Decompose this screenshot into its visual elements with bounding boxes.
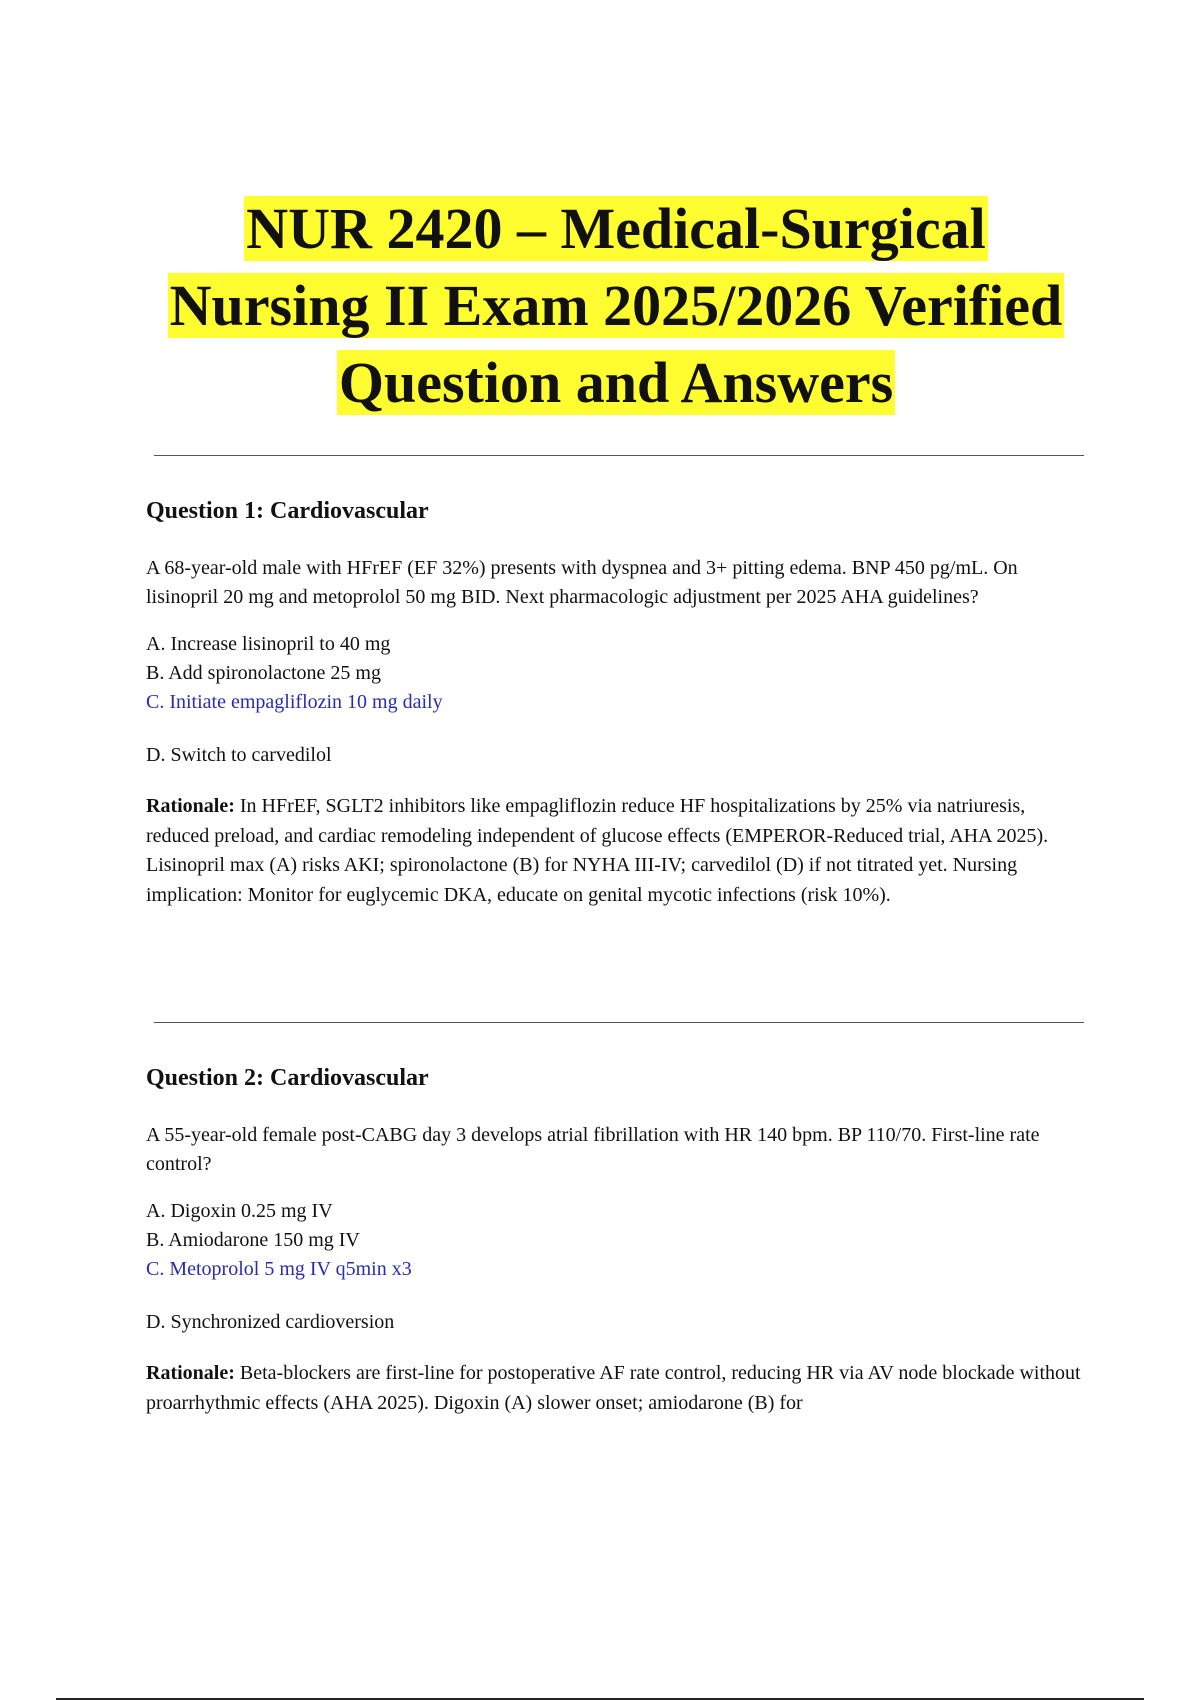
divider (154, 1022, 1084, 1023)
option-b: B. Amiodarone 150 mg IV (146, 1229, 360, 1251)
option-d: D. Switch to carvedilol (146, 744, 332, 766)
question-heading: Question 2: Cardiovascular (146, 1065, 429, 1091)
option-a: A. Digoxin 0.25 mg IV (146, 1200, 333, 1222)
rationale-text: Beta-blockers are first-line for postoperative AF rate control, reducing HR via AV node blockade without proarrhythmic effects (AHA 2025). Digoxin (A) slower onset; amiodarone (B) for (146, 1362, 1081, 1414)
question-stem: A 55-year-old female post-CABG day 3 develops atrial fibrillation with HR 140 bpm. BP 110/70. First-line rate control? (146, 1124, 1040, 1175)
title-line: Nursing II Exam 2025/2026 Verified (169, 273, 1063, 338)
option-c-correct: C. Metoprolol 5 mg IV q5min x3 (146, 1258, 412, 1280)
rationale-label: Rationale: (146, 795, 235, 817)
option-a: A. Increase lisinopril to 40 mg (146, 633, 391, 655)
rationale-label: Rationale: (146, 1362, 235, 1384)
divider (154, 455, 1084, 456)
question-2 (146, 1063, 1086, 1418)
rationale-text: In HFrEF, SGLT2 inhibitors like empagliflozin reduce HF hospitalizations by 25% via natriuresis, reduced preload, and cardiac remodeling independent of glucose effects (EMPEROR-Reduced trial, AHA 2025). Lisinopril max (A) risks AKI; spironolactone (B) for NYHA III-IV; carvedilol (D) if not titrated yet. Nursing implication: Monitor for euglycemic DKA, educate on genital mycotic infections (risk 10%). (146, 795, 1049, 906)
question-heading: Question 1: Cardiovascular (146, 498, 429, 524)
question-stem: A 68-year-old male with HFrEF (EF 32%) presents with dyspnea and 3+ pitting edema. BNP 450 pg/mL. On lisinopril 20 mg and metoprolol 50 mg BID. Next pharmacologic adjustment per 2025 AHA guidelines? (146, 557, 1018, 608)
title-line: NUR 2420 – Medical-Surgical (246, 196, 986, 261)
question-1 (146, 496, 1086, 910)
option-d: D. Synchronized cardioversion (146, 1311, 395, 1333)
answer-options (146, 1197, 1086, 1337)
option-b: B. Add spironolactone 25 mg (146, 662, 381, 684)
document-title (146, 190, 1086, 421)
option-c-correct: C. Initiate empagliflozin 10 mg daily (146, 691, 443, 713)
rationale (146, 1359, 1086, 1418)
answer-options (146, 630, 1086, 770)
title-line: Question and Answers (338, 350, 894, 415)
rationale (146, 792, 1086, 910)
